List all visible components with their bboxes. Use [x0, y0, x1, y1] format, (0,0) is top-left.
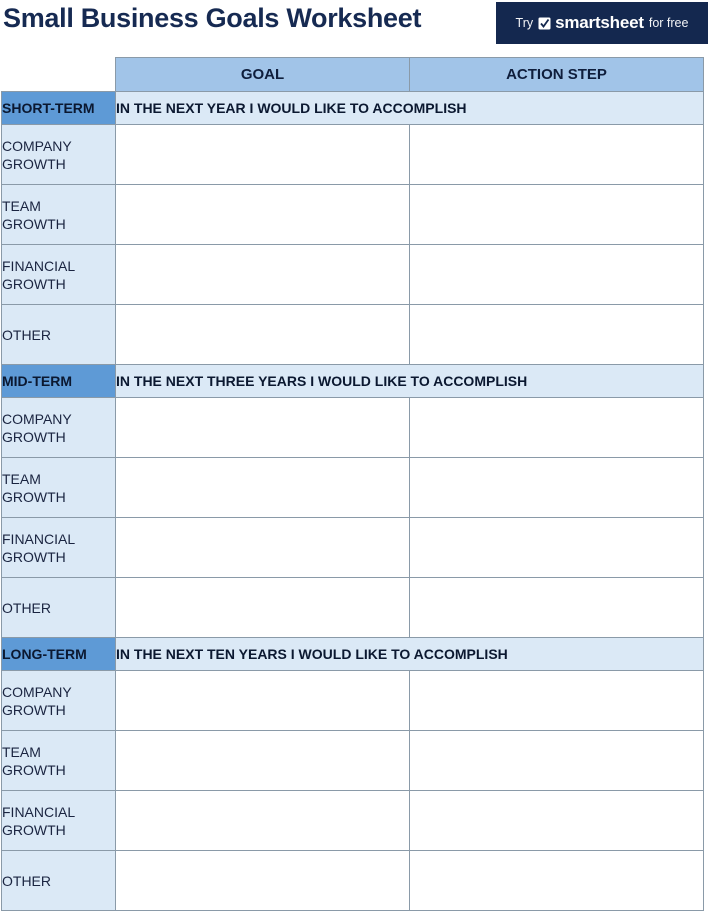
goal-cell[interactable]: [116, 245, 410, 305]
goal-cell[interactable]: [116, 458, 410, 518]
row-label-line2: GROWTH: [2, 761, 66, 778]
goal-cell[interactable]: [116, 578, 410, 638]
action-step-cell[interactable]: [410, 671, 704, 731]
action-step-cell[interactable]: [410, 731, 704, 791]
goal-cell[interactable]: [116, 791, 410, 851]
row-label: [2, 245, 116, 305]
row-label: [2, 518, 116, 578]
row-label: [2, 851, 116, 911]
table-row: [2, 578, 704, 638]
table-header-row: [2, 58, 704, 92]
action-step-cell[interactable]: [410, 125, 704, 185]
section-row: [2, 365, 704, 398]
row-label: [2, 458, 116, 518]
action-step-cell[interactable]: [410, 791, 704, 851]
section-row: [2, 638, 704, 671]
action-step-cell[interactable]: [410, 398, 704, 458]
goal-cell[interactable]: [116, 398, 410, 458]
row-label-line2: GROWTH: [2, 488, 66, 505]
row-label-line1: FINANCIAL: [2, 803, 76, 820]
action-step-cell[interactable]: [410, 185, 704, 245]
table-row: [2, 245, 704, 305]
goal-cell[interactable]: [116, 185, 410, 245]
section-label: MID-TERM: [2, 365, 116, 398]
row-label: [2, 578, 116, 638]
row-label-line2: GROWTH: [2, 548, 66, 565]
table-row: [2, 518, 704, 578]
goal-cell[interactable]: [116, 731, 410, 791]
row-label-line2: GROWTH: [2, 701, 66, 718]
page-title: Small Business Goals Worksheet: [3, 3, 422, 33]
goal-cell[interactable]: [116, 305, 410, 365]
row-label-line2: GROWTH: [2, 155, 66, 172]
table-row: [2, 305, 704, 365]
row-label-line1: TEAM: [2, 470, 41, 487]
row-label-line1: OTHER: [2, 599, 51, 616]
goal-cell[interactable]: [116, 851, 410, 911]
table-row: [2, 731, 704, 791]
section-label: SHORT-TERM: [2, 92, 116, 125]
smartsheet-check-icon: [538, 17, 551, 30]
goal-cell[interactable]: [116, 671, 410, 731]
try-smartsheet-banner[interactable]: [496, 2, 708, 44]
row-label-line1: TEAM: [2, 197, 41, 214]
row-label: [2, 398, 116, 458]
action-step-column-header: ACTION STEP: [410, 58, 704, 92]
section-row: [2, 92, 704, 125]
row-label-line1: COMPANY: [2, 137, 72, 154]
row-label: [2, 791, 116, 851]
row-label-line1: TEAM: [2, 743, 41, 760]
action-step-cell[interactable]: [410, 305, 704, 365]
section-description: IN THE NEXT TEN YEARS I WOULD LIKE TO ACCOMPLISH: [116, 638, 704, 671]
section-label: LONG-TERM: [2, 638, 116, 671]
row-label-line2: GROWTH: [2, 275, 66, 292]
section-description: IN THE NEXT YEAR I WOULD LIKE TO ACCOMPLISH: [116, 92, 704, 125]
row-label-line1: FINANCIAL: [2, 257, 76, 274]
row-label-line1: OTHER: [2, 872, 51, 889]
row-label-line2: GROWTH: [2, 821, 66, 838]
promo-suffix: for free: [648, 16, 689, 30]
row-label-line1: COMPANY: [2, 683, 72, 700]
row-label-line1: FINANCIAL: [2, 530, 76, 547]
table-row: [2, 458, 704, 518]
goal-cell[interactable]: [116, 125, 410, 185]
section-description: IN THE NEXT THREE YEARS I WOULD LIKE TO ACCOMPLISH: [116, 365, 704, 398]
table-row: [2, 851, 704, 911]
goal-cell[interactable]: [116, 518, 410, 578]
promo-try-label: Try: [515, 16, 534, 30]
row-label-line2: GROWTH: [2, 428, 66, 445]
row-label: [2, 731, 116, 791]
row-label: [2, 185, 116, 245]
table-row: [2, 398, 704, 458]
header-blank-cell: [2, 58, 116, 92]
action-step-cell[interactable]: [410, 245, 704, 305]
promo-brand: smartsheet: [555, 13, 644, 32]
row-label-line2: GROWTH: [2, 215, 66, 232]
goals-table: [1, 57, 704, 911]
action-step-cell[interactable]: [410, 851, 704, 911]
action-step-cell[interactable]: [410, 458, 704, 518]
row-label: [2, 125, 116, 185]
table-row: [2, 125, 704, 185]
table-row: [2, 791, 704, 851]
row-label: [2, 305, 116, 365]
row-label-line1: OTHER: [2, 326, 51, 343]
action-step-cell[interactable]: [410, 518, 704, 578]
table-row: [2, 671, 704, 731]
table-row: [2, 185, 704, 245]
row-label: [2, 671, 116, 731]
row-label-line1: COMPANY: [2, 410, 72, 427]
goal-column-header: GOAL: [116, 58, 410, 92]
action-step-cell[interactable]: [410, 578, 704, 638]
